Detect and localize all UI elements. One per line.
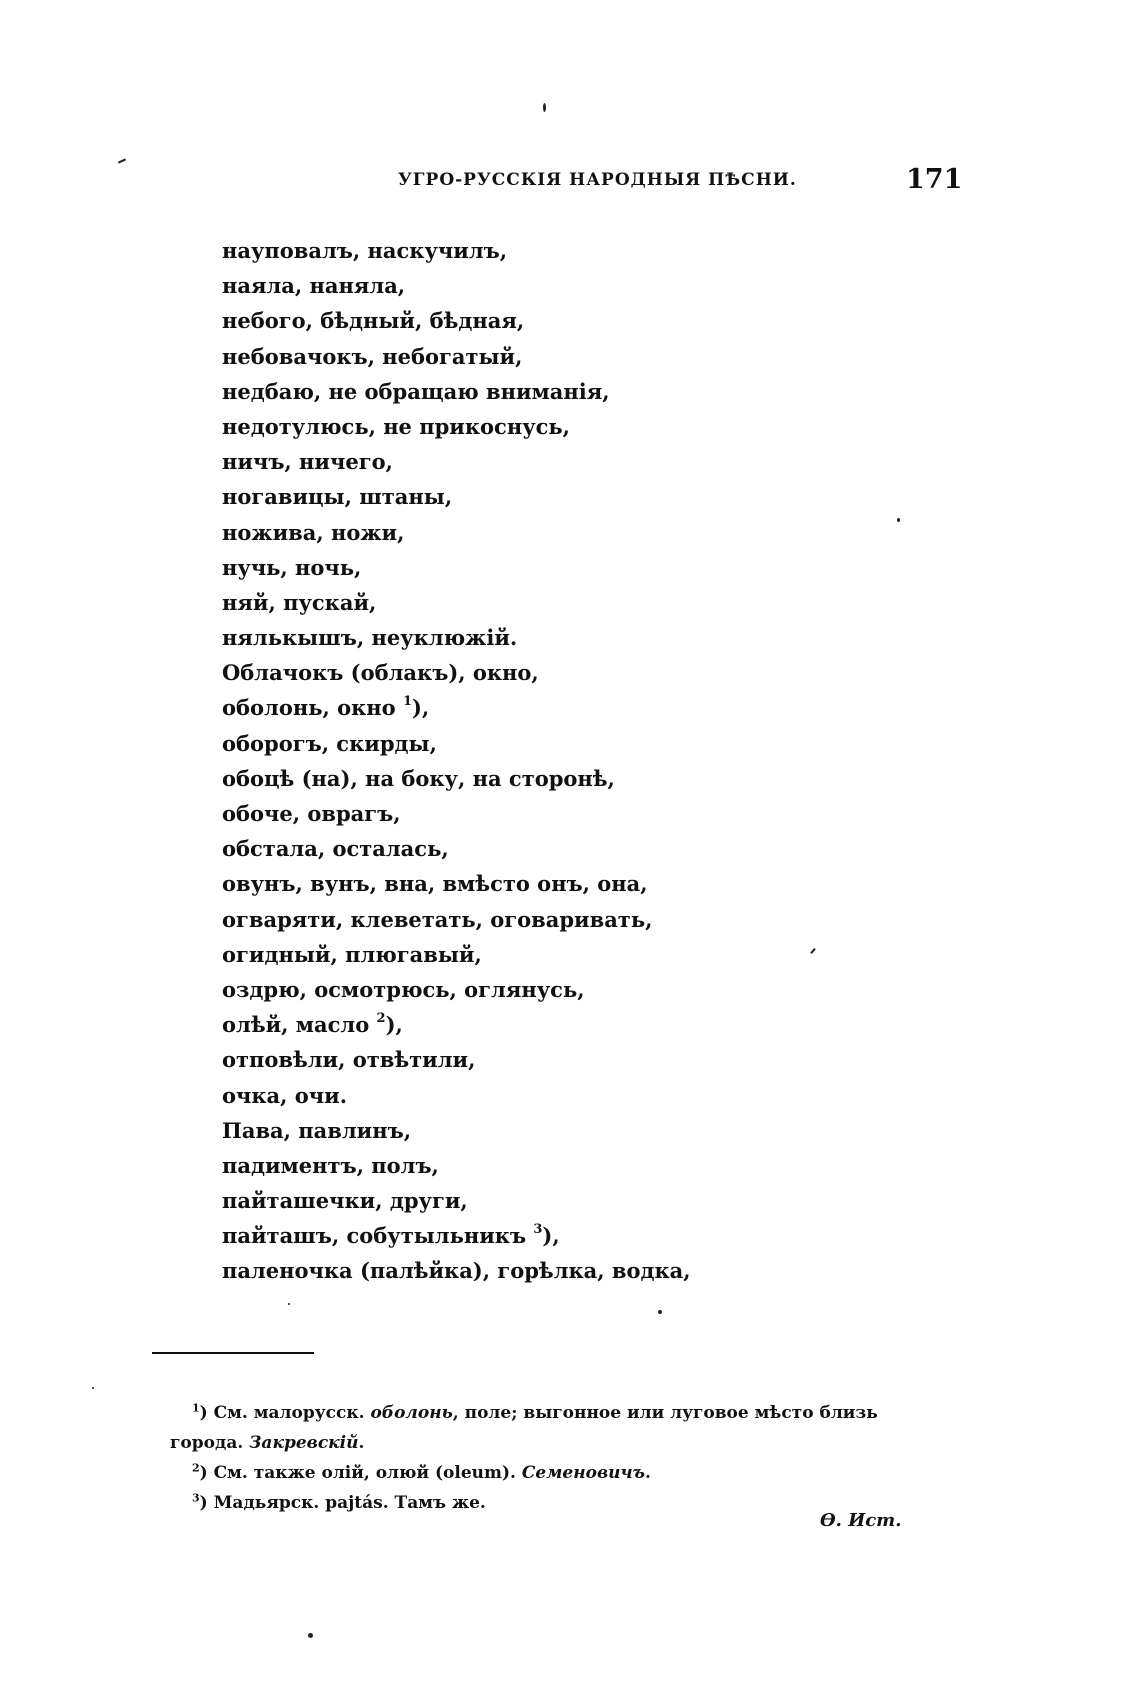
glossary-entry: олѣй, масло $^2$), [222, 1011, 403, 1038]
scan-speck [897, 518, 900, 522]
glossary-entry: оборогъ, скирды, [222, 730, 437, 756]
glossary-entry: науповалъ, наскучилъ, [222, 238, 508, 263]
glossary-list [222, 233, 691, 1289]
glossary-entry: ножива, ножи, [222, 519, 405, 545]
glossary-entry: оболонь, окно $^1$), [222, 694, 430, 721]
glossary-entry: пайташечки, други, [222, 1188, 468, 1214]
glossary-entry: Облачокъ (облакъ), окно, [222, 660, 539, 686]
glossary-entry: нучь, ночь, [222, 554, 362, 580]
glossary-entry: няй, пускай, [222, 589, 377, 615]
glossary-entry: обоче, оврагъ, [222, 801, 401, 826]
glossary-entry: небого, бѣдный, бѣдная, [222, 308, 525, 334]
glossary-entry: огидный, плюгавый, [222, 941, 482, 967]
glossary-entry: падиментъ, полъ, [222, 1152, 439, 1178]
glossary-entry: обоцѣ (на), на боку, на сторонѣ, [222, 765, 615, 791]
glossary-entry: ногавицы, штаны, [222, 484, 453, 510]
glossary-entry: паленочка (палѣйка), горѣлка, водка, [222, 1258, 691, 1284]
footnote-ref: 1 [402, 694, 412, 710]
footnote-ref: 3 [533, 1222, 543, 1238]
scan-speck [288, 1303, 290, 1305]
glossary-entry: огваряти, клеветать, оговаривать, [222, 906, 653, 932]
footnote-3: $^3$) Мадьярск. pajtás. Тамъ же. [192, 1491, 486, 1513]
glossary-entry: недбаю, не обращаю вниманія, [222, 378, 610, 404]
glossary-entry: нялькышъ, неуклюжій. [222, 625, 518, 651]
glossary-entry: пайташъ, собутыльникъ $^3$), [222, 1222, 560, 1249]
footnote-ref: 2 [376, 1011, 386, 1027]
author-signature: Ѳ. Ист. [820, 1510, 902, 1531]
glossary-entry: наяла, наняла, [222, 273, 406, 299]
scan-speck [118, 158, 126, 163]
glossary-entry: обстала, осталась, [222, 836, 449, 862]
scan-speck [658, 1310, 662, 1314]
glossary-entry: овунъ, вунъ, вна, вмѣсто онъ, она, [222, 871, 648, 897]
glossary-entry: небовачокъ, небогатый, [222, 343, 523, 369]
glossary-entry: Пава, павлинъ, [222, 1117, 411, 1143]
scan-speck [810, 948, 815, 954]
glossary-entry: очка, очи. [222, 1082, 348, 1108]
footnote-2: $^2$) См. также олій, олюй (oleum). Семеновичъ. [192, 1461, 651, 1483]
footnotes [170, 1398, 950, 1518]
footnote-1: $^1$) См. малорусск. оболонь, поле; выгонное или луговое мѣсто близь города. Закревскій. [170, 1401, 878, 1453]
page-number: 171 [906, 164, 963, 195]
glossary-entry: оздрю, осмотрюсь, оглянусь, [222, 976, 585, 1002]
scan-speck [543, 103, 546, 112]
scan-speck [308, 1633, 313, 1638]
glossary-entry: отповѣли, отвѣтили, [222, 1047, 476, 1073]
running-title: УГРО-РУССКІЯ НАРОДНЫЯ ПѢСНИ. [398, 170, 797, 190]
glossary-entry: ничъ, ничего, [222, 449, 393, 475]
scan-speck [92, 1387, 94, 1389]
footnote-divider [152, 1352, 314, 1354]
glossary-entry: недотулюсь, не прикоснусь, [222, 413, 570, 439]
